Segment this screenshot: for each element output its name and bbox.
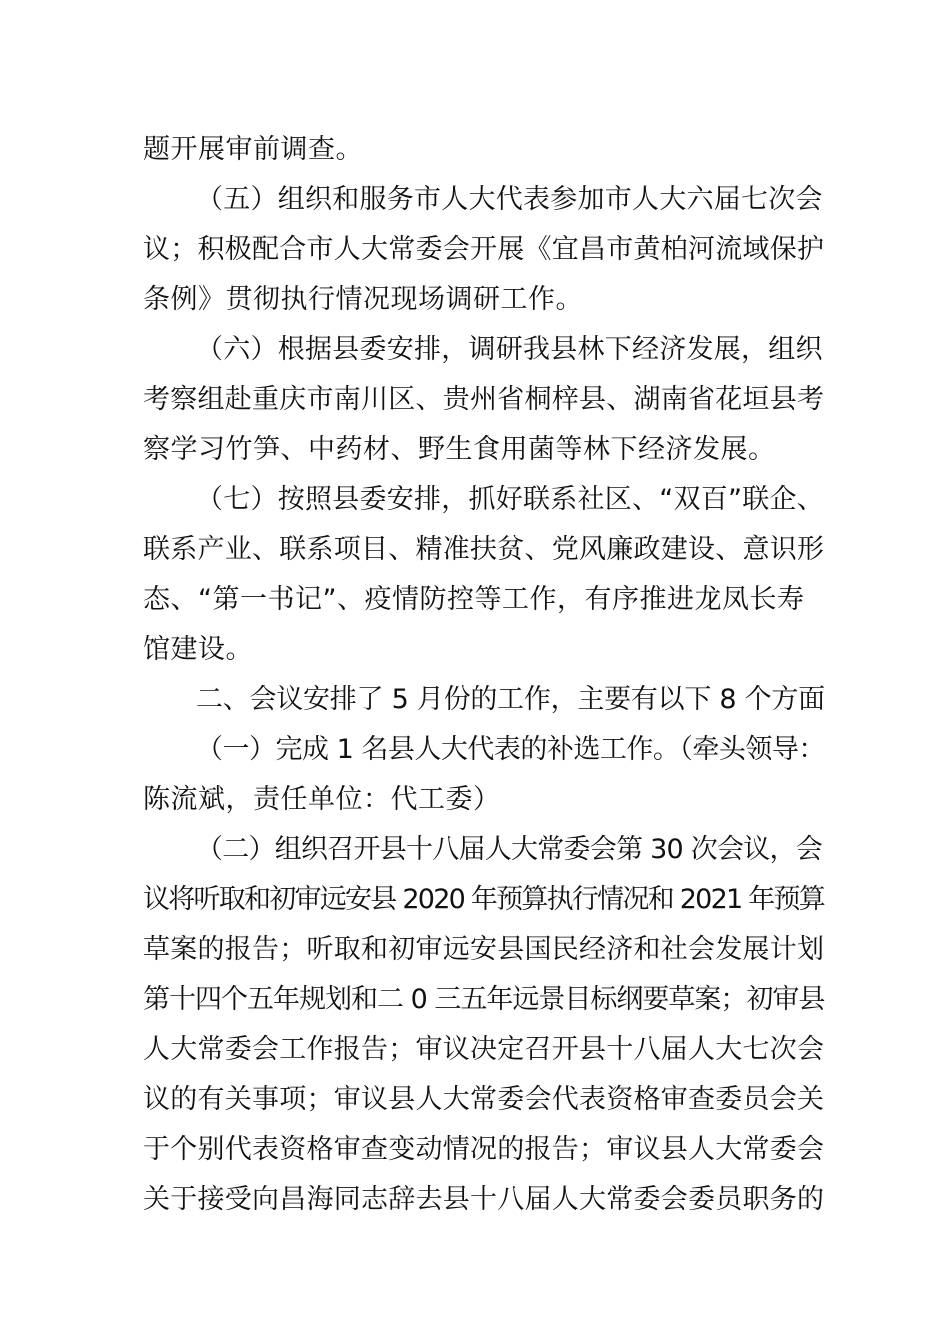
text-line: 议；积极配合市人大常委会开展《宜昌市黄柏河流域保护 — [143, 234, 825, 265]
text-line: （七）按照县委安排，抓好联系社区、“双百”联企、 — [196, 484, 824, 515]
text-line: 题开展审前调查。 — [143, 134, 363, 165]
text-line: 议将听取和初审远安县 2020 年预算执行情况和 2021 年预算 — [143, 884, 825, 915]
text-line: 人大常委会工作报告；审议决定召开县十八届人大七次会 — [143, 1034, 825, 1065]
text-line: 关于接受向昌海同志辞去县十八届人大常委会委员职务的 — [143, 1184, 825, 1215]
text-line: 考察组赴重庆市南川区、贵州省桐梓县、湖南省花垣县考 — [143, 384, 825, 415]
text-line: 第十四个五年规划和二 0 三五年远景目标纲要草案；初审县 — [143, 984, 825, 1015]
text-line: 二、会议安排了 5 月份的工作，主要有以下 8 个方面 — [196, 684, 825, 715]
text-line: 议的有关事项；审议县人大常委会代表资格审查委员会关 — [143, 1084, 825, 1115]
text-line: 条例》贯彻执行情况现场调研工作。 — [143, 284, 583, 315]
text-line: （六）根据县委安排，调研我县林下经济发展，组织 — [196, 334, 823, 365]
text-line: （五）组织和服务市人大代表参加市人大六届七次会 — [196, 184, 823, 215]
text-line: 联系产业、联系项目、精准扶贫、党风廉政建设、意识形 — [143, 534, 825, 565]
text-line: 陈流斌，责任单位：代工委） — [143, 784, 501, 815]
text-line: 察学习竹笋、中药材、野生食用菌等林下经济发展。 — [143, 434, 776, 465]
text-line: （一）完成 1 名县人大代表的补选工作。（牵头领导： — [196, 734, 825, 765]
text-line: 馆建设。 — [143, 634, 253, 665]
text-line: 于个别代表资格审查变动情况的报告；审议县人大常委会 — [143, 1134, 825, 1165]
text-line: （二）组织召开县十八届人大常委会第 30 次会议，会 — [196, 834, 823, 865]
text-line: 态、“第一书记”、疫情防控等工作，有序推进龙凤长寿 — [143, 584, 805, 615]
text-line: 草案的报告；听取和初审远安县国民经济和社会发展计划 — [143, 934, 825, 965]
